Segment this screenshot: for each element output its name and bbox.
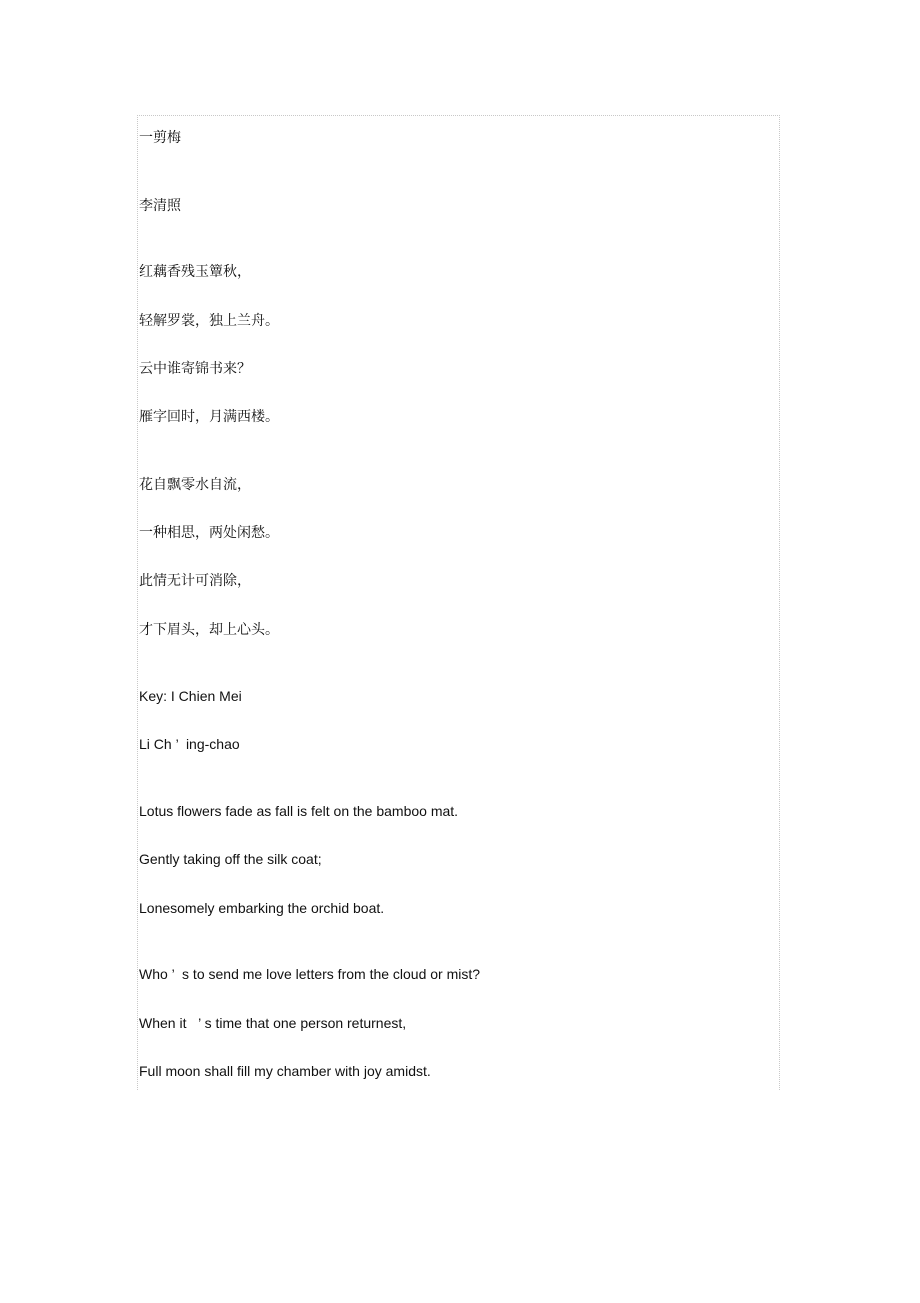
poem-line-zh: 轻解罗裳，独上兰舟。 — [139, 313, 279, 329]
poem-line-zh: 云中谁寄锦书来？ — [139, 361, 251, 377]
poem-line-en: Gently taking off the silk coat; — [139, 851, 322, 867]
poem-author-en: Li Ch ’ ing-chao — [139, 736, 240, 752]
poem-title-en: Key: I Chien Mei — [139, 688, 242, 704]
poem-line-zh: 雁字回时，月满西楼。 — [139, 409, 279, 425]
poem-title-zh: 一剪梅 — [139, 130, 181, 146]
poem-line-en: When it ’ s time that one person returnest, — [139, 1015, 407, 1031]
poem-line-zh: 红藕香残玉簟秋， — [139, 264, 251, 280]
poem-line-zh: 才下眉头，却上心头。 — [139, 622, 279, 638]
poem-line-en: Lonesomely embarking the orchid boat. — [139, 900, 385, 916]
poem-line-en: Full moon shall fill my chamber with joy amidst. — [139, 1063, 431, 1079]
poem-line-zh: 一种相思，两处闲愁。 — [139, 525, 279, 541]
poem-line-zh: 花自飘零水自流， — [139, 477, 251, 493]
poem-line-en: Lotus flowers fade as fall is felt on the bamboo mat. — [139, 803, 459, 819]
poem-line-zh: 此情无计可消除， — [139, 573, 251, 589]
poem-author-zh: 李清照 — [139, 198, 181, 214]
poem-line-en: Who ’ s to send me love letters from the cloud or mist? — [139, 966, 481, 982]
document-frame — [137, 115, 780, 1090]
